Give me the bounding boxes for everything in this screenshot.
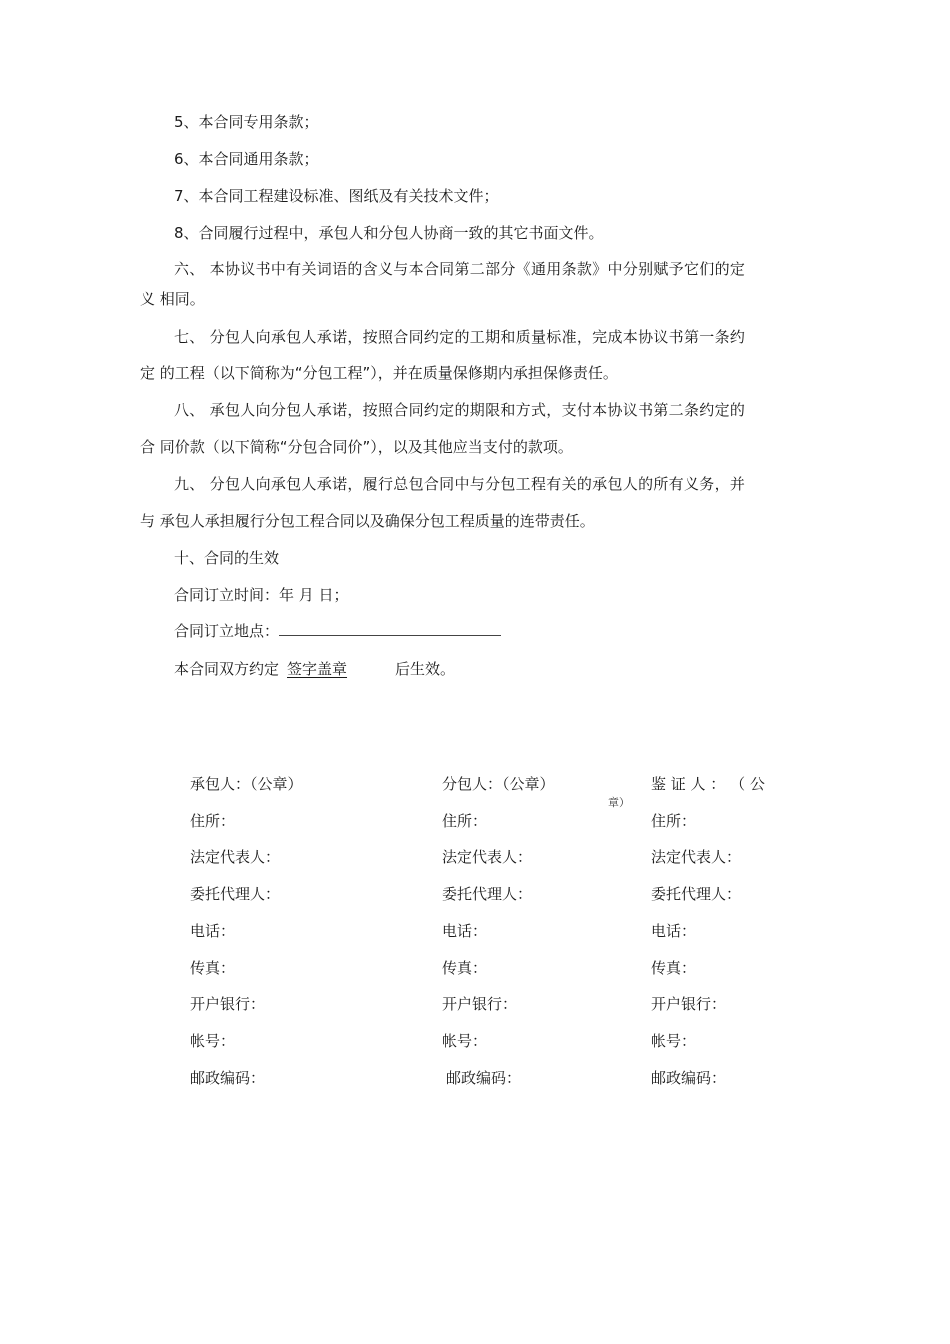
contractor-account: 帐号： (190, 1032, 236, 1050)
verifier-title-overflow: 章） (608, 796, 630, 809)
list-item-7: 7、本合同工程建设标准、图纸及有关技术文件； (174, 187, 499, 205)
verifier-title: 鉴 证 人 ： （ 公 (651, 775, 765, 793)
verifier-phone: 电话： (651, 922, 697, 940)
verifier-agent: 委托代理人： (651, 885, 742, 903)
list-item-8: 8、合同履行过程中，承包人和分包人协商一致的其它书面文件。 (174, 224, 604, 242)
clause-six-line2: 义 相同。 (140, 290, 205, 308)
contractor-legal-rep: 法定代表人： (190, 848, 281, 866)
clause-nine-line1: 九、 分包人向承包人承诺，履行总包合同中与分包工程有关的承包人的所有义务，并 (174, 475, 746, 493)
subcontractor-postcode: 邮政编码： (446, 1069, 522, 1087)
contractor-postcode: 邮政编码： (190, 1069, 266, 1087)
subcontractor-legal-rep: 法定代表人： (442, 848, 533, 866)
list-item-5: 5、本合同专用条款； (174, 113, 319, 131)
clause-six-line1: 六、 本协议书中有关词语的含义与本合同第二部分《通用条款》中分别赋予它们的定 (174, 260, 746, 278)
verifier-address: 住所： (651, 812, 697, 830)
verifier-account: 帐号： (651, 1032, 697, 1050)
clause-eight-line2: 合 同价款（以下简称“分包合同价”），以及其他应当支付的款项。 (140, 438, 573, 456)
effect-agree-suffix: 后生效。 (395, 660, 456, 678)
effect-place-blank (279, 621, 501, 636)
clause-seven-line2: 定 的工程（以下简称为“分包工程”），并在质量保修期内承担保修责任。 (140, 364, 618, 382)
contractor-phone: 电话： (190, 922, 236, 940)
contractor-bank: 开户银行： (190, 995, 266, 1013)
clause-nine-line2: 与 承包人承担履行分包工程合同以及确保分包工程质量的连带责任。 (140, 512, 595, 530)
effect-agree-underlined: 签字盖章 (287, 660, 348, 678)
subcontractor-fax: 传真： (442, 959, 488, 977)
subcontractor-phone: 电话： (442, 922, 488, 940)
subcontractor-title: 分包人：（公章） (442, 775, 555, 793)
subcontractor-bank: 开户银行： (442, 995, 518, 1013)
effect-place-label: 合同订立地点： (174, 622, 280, 640)
effect-agree-prefix: 本合同双方约定 (174, 660, 280, 678)
subcontractor-address: 住所： (442, 812, 488, 830)
effect-heading: 十、合同的生效 (174, 549, 280, 567)
effect-time: 合同订立时间：年 月 日； (174, 586, 349, 604)
contractor-address: 住所： (190, 812, 236, 830)
clause-seven-line1: 七、 分包人向承包人承诺，按照合同约定的工期和质量标准，完成本协议书第一条约 (174, 328, 746, 346)
subcontractor-account: 帐号： (442, 1032, 488, 1050)
list-item-6: 6、本合同通用条款； (174, 150, 319, 168)
contractor-agent: 委托代理人： (190, 885, 281, 903)
effect-agreement (174, 659, 455, 679)
contractor-fax: 传真： (190, 959, 236, 977)
effect-place (174, 621, 501, 641)
verifier-bank: 开户银行： (651, 995, 727, 1013)
verifier-postcode: 邮政编码： (651, 1069, 727, 1087)
clause-eight-line1: 八、 承包人向分包人承诺，按照合同约定的期限和方式，支付本协议书第二条约定的 (174, 401, 746, 419)
verifier-legal-rep: 法定代表人： (651, 848, 742, 866)
subcontractor-agent: 委托代理人： (442, 885, 533, 903)
verifier-fax: 传真： (651, 959, 697, 977)
contractor-title: 承包人：（公章） (190, 775, 303, 793)
